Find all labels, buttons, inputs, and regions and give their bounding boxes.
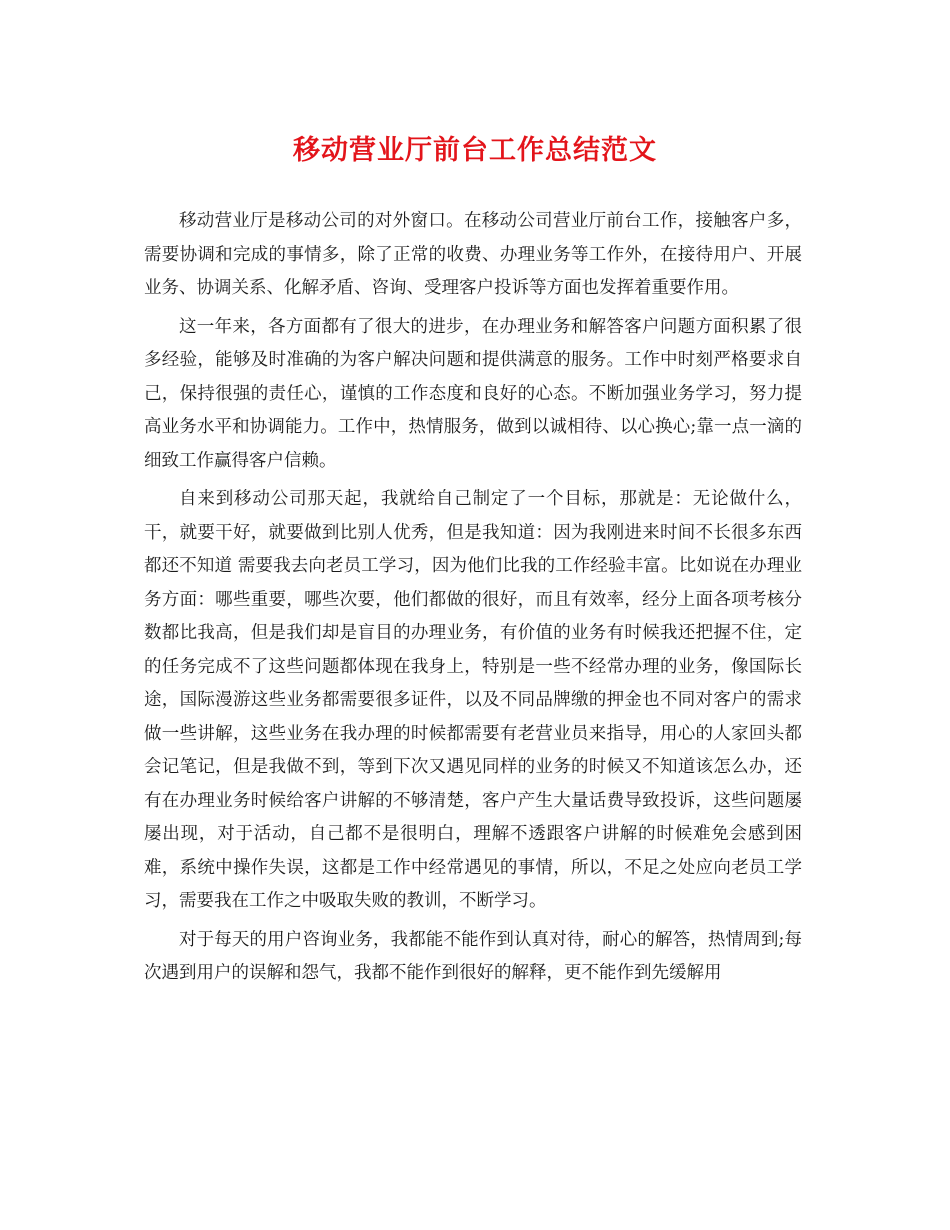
document-title: 移动营业厅前台工作总结范文: [293, 135, 657, 166]
paragraph-3: 自来到移动公司那天起，我就给自己制定了一个目标，那就是：无论做什么，干，就要干好，就要做到比别人优秀，但是我知道：因为我刚进来时间不长很多东西都还不知道 需要我去向老员工学习，因为他们比我的工作经验丰富。比如说在办理业务方面：哪些重要，哪些次要，他们都做的很好，而且有效率，经分上面各项考核分数都比我高，但是我们却是盲目的办理业务，有价值的业务有时候我还把握不住，定的任务完成不了这些问题都体现在我身上，特别是一些不经常办理的业务，像国际长途，国际漫游这些业务都需要很多证件，以及不同品牌缴的押金也不同对客户的需求做一些讲解，这些业务在我办理的时候都需要有老营业员来指导，用心的人家回头都会记笔记，但是我做不到，等到下次又遇见同样的业务的时候又不知道该怎么办，还有在办理业务时候给客户讲解的不够清楚，客户产生大量话费导致投诉，这些问题屡屡出现，对于活动，自己都不是很明白，理解不透跟客户讲解的时候难免会感到困难，系统中操作失误，这都是工作中经常遇见的事情，所以，不足之处应向老员工学习，需要我在工作之中吸取失败的教训，不断学习。: [144, 489, 802, 911]
paragraph-4: 对于每天的用户咨询业务，我都能不能作到认真对待，耐心的解答，热情周到;每次遇到用户的误解和怨气，我都不能作到很好的解释，更不能作到先缓解用: [144, 929, 802, 983]
paragraph-1: 移动营业厅是移动公司的对外窗口。在移动公司营业厅前台工作，接触客户多，需要协调和完成的事情多，除了正常的收费、办理业务等工作外，在接待用户、开展业务、协调关系、化解矛盾、咨询、受理客户投诉等方面也发挥着重要作用。: [144, 211, 802, 298]
document-body: [144, 205, 802, 996]
paragraph-2: 这一年来，各方面都有了很大的进步，在办理业务和解答客户问题方面积累了很多经验，能够及时准确的为客户解决问题和提供满意的服务。工作中时刻严格要求自己，保持很强的责任心，谨慎的工作态度和良好的心态。不断加强业务学习，努力提高业务水平和协调能力。工作中，热情服务，做到以诚相待、以心换心;靠一点一滴的细致工作赢得客户信赖。: [144, 316, 802, 471]
